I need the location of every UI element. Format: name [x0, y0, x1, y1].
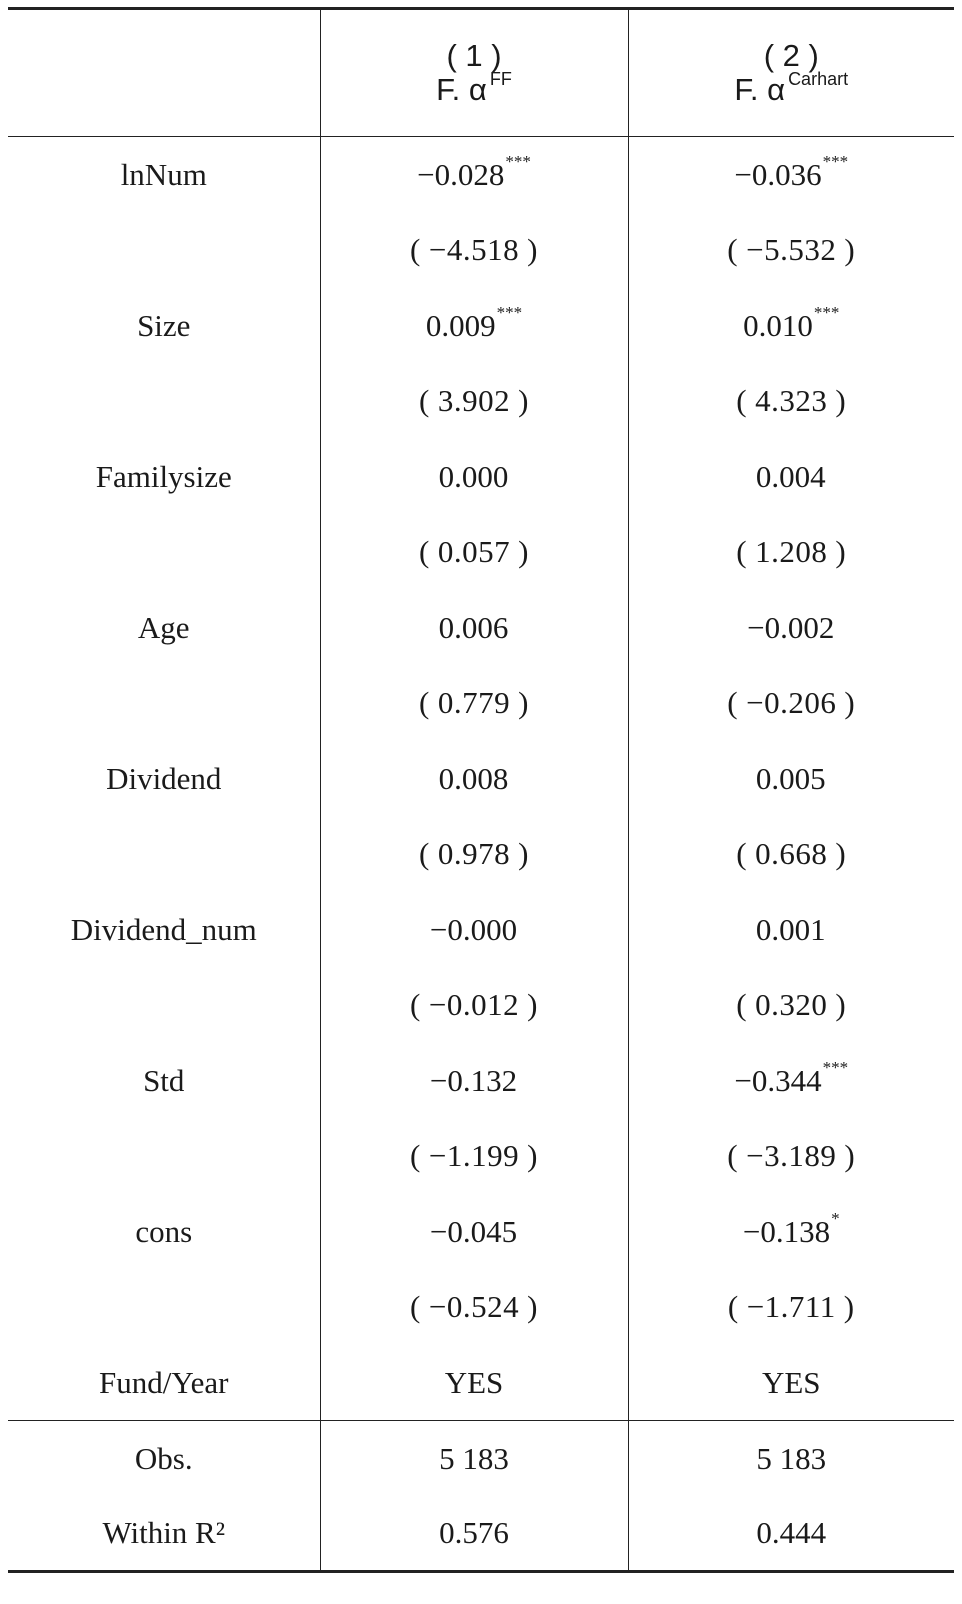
- tstat-col2: [628, 363, 954, 439]
- row-label: [8, 1420, 320, 1496]
- paren-open: (: [419, 685, 430, 721]
- row-label: [8, 741, 320, 817]
- paren-close: ): [527, 232, 538, 268]
- paren-close: ): [835, 534, 847, 570]
- tstat-col2: [628, 816, 954, 892]
- cell-value: 5 183: [439, 1440, 509, 1476]
- table-row-tstat: [8, 1269, 954, 1345]
- paren-close: ): [518, 534, 529, 570]
- row-label-empty: [8, 1269, 320, 1345]
- cell-value: 0.576: [439, 1515, 509, 1550]
- paren-close: ): [844, 685, 856, 721]
- cell-value: YES: [761, 1364, 821, 1400]
- coef-value: −0.036: [734, 157, 822, 192]
- tstat-value: 1.208: [755, 534, 828, 570]
- table-row-tstat: [8, 665, 954, 741]
- significance-stars: ***: [813, 302, 840, 322]
- row-label: [8, 1043, 320, 1119]
- paren-open: (: [736, 534, 748, 570]
- coef-col2: [628, 741, 954, 817]
- obs-row: [8, 1420, 954, 1496]
- coef-col2: [628, 288, 954, 364]
- row-label-empty: [8, 514, 320, 590]
- coef-col2: [628, 439, 954, 515]
- significance-stars: ***: [822, 1057, 849, 1077]
- table-row: [8, 439, 954, 515]
- tstat-value: 0.057: [437, 534, 511, 570]
- coef-value: 0.010: [743, 307, 813, 343]
- row-label-text: lnNum: [120, 157, 207, 192]
- row-label-text: Obs.: [134, 1440, 193, 1476]
- coef-col1: [320, 1194, 628, 1270]
- cell-value: 0.444: [756, 1515, 827, 1550]
- tstat-col2: [628, 1118, 954, 1194]
- table-row-tstat: [8, 967, 954, 1043]
- coef-value: −0.000: [429, 911, 518, 947]
- cell-value: 5 183: [756, 1440, 827, 1476]
- within-r2-row: [8, 1496, 954, 1572]
- row-label-empty: [8, 1118, 320, 1194]
- coef-value: 0.000: [438, 458, 509, 494]
- tstat-value: −0.012: [428, 987, 520, 1023]
- paren-close: ): [835, 383, 847, 419]
- coef-col2: [628, 892, 954, 968]
- tstat-col2: [628, 967, 954, 1043]
- header-col2: [628, 9, 954, 137]
- value-col2: [628, 1496, 954, 1572]
- significance-stars: ***: [505, 152, 531, 171]
- coef-col1: [320, 137, 628, 213]
- paren-open: (: [727, 1138, 739, 1174]
- row-label: [8, 288, 320, 364]
- paren-close: ): [527, 1138, 538, 1174]
- row-label: [8, 1194, 320, 1270]
- paren-open: (: [419, 383, 430, 419]
- tstat-value: 4.323: [755, 383, 828, 419]
- table-row-tstat: [8, 514, 954, 590]
- value-col1: [320, 1345, 628, 1421]
- coef-col2: [628, 1043, 954, 1119]
- table-row: [8, 590, 954, 666]
- paren-close: ): [844, 1138, 856, 1174]
- table-header-row: [8, 9, 954, 137]
- fund-year-row: [8, 1345, 954, 1421]
- paren-close: ): [527, 1289, 538, 1325]
- paren-close: ): [844, 232, 856, 268]
- tstat-value: 0.779: [437, 685, 511, 721]
- value-col1: [320, 1420, 628, 1496]
- row-label-empty: [8, 967, 320, 1043]
- coef-col2: [628, 590, 954, 666]
- coef-col2: [628, 1194, 954, 1270]
- tstat-value: −5.532: [746, 232, 837, 268]
- coef-col1: [320, 741, 628, 817]
- value-col2: [628, 1345, 954, 1421]
- table-row-tstat: [8, 212, 954, 288]
- row-label: [8, 137, 320, 213]
- paren-open: (: [727, 1289, 739, 1325]
- tstat-value: −0.206: [746, 685, 837, 721]
- coef-value: 0.008: [438, 760, 509, 796]
- table-row: [8, 137, 954, 213]
- row-label: [8, 590, 320, 666]
- row-label-empty: [8, 212, 320, 288]
- coef-col1: [320, 590, 628, 666]
- coef-value: −0.132: [429, 1062, 518, 1098]
- tstat-value: 3.902: [437, 383, 511, 419]
- coef-value: 0.001: [755, 911, 826, 947]
- row-label-empty: [8, 665, 320, 741]
- table-row: [8, 288, 954, 364]
- tstat-value: 0.320: [755, 987, 828, 1023]
- tstat-col2: [628, 665, 954, 741]
- paren-open: (: [736, 987, 748, 1023]
- col2-variable: F. α: [734, 72, 786, 107]
- coef-col1: [320, 288, 628, 364]
- paren-open: (: [419, 534, 430, 570]
- col1-superscript: FF: [489, 68, 512, 89]
- table-row: [8, 892, 954, 968]
- row-label: [8, 892, 320, 968]
- cell-value: YES: [444, 1364, 504, 1400]
- row-label-text: Dividend: [106, 760, 222, 796]
- row-label-text: Familysize: [95, 458, 232, 494]
- coef-value: 0.006: [438, 609, 509, 645]
- coef-col1: [320, 439, 628, 515]
- tstat-col1: [320, 514, 628, 590]
- tstat-value: −3.189: [746, 1138, 837, 1174]
- header-empty-cell: [8, 9, 320, 137]
- paren-open: (: [727, 685, 739, 721]
- value-col2: [628, 1420, 954, 1496]
- tstat-col2: [628, 212, 954, 288]
- paren-open: (: [410, 1138, 421, 1174]
- paren-open: (: [419, 836, 430, 872]
- coef-value: −0.045: [429, 1213, 518, 1249]
- paren-close: ): [518, 836, 529, 872]
- tstat-col1: [320, 363, 628, 439]
- row-label-text: Within R²: [102, 1515, 226, 1550]
- row-label: [8, 1496, 320, 1572]
- coef-value: 0.004: [755, 458, 826, 494]
- row-label-empty: [8, 816, 320, 892]
- coef-value: −0.028: [417, 157, 505, 192]
- paren-open: (: [727, 232, 739, 268]
- tstat-col1: [320, 816, 628, 892]
- tstat-col1: [320, 665, 628, 741]
- tstat-value: 0.668: [755, 836, 828, 872]
- tstat-col2: [628, 1269, 954, 1345]
- tstat-col1: [320, 1269, 628, 1345]
- tstat-col1: [320, 1118, 628, 1194]
- tstat-col2: [628, 514, 954, 590]
- tstat-value: 0.978: [437, 836, 511, 872]
- row-label-empty: [8, 363, 320, 439]
- tstat-value: −1.199: [428, 1138, 520, 1174]
- col2-superscript: Carhart: [788, 68, 849, 89]
- coef-col2: [628, 137, 954, 213]
- table-row: [8, 741, 954, 817]
- table-row-tstat: [8, 363, 954, 439]
- paren-close: ): [518, 685, 529, 721]
- regression-table: [8, 7, 954, 1573]
- significance-stars: *: [831, 1208, 840, 1228]
- paren-close: ): [527, 987, 538, 1023]
- row-label-text: Size: [137, 307, 191, 343]
- coef-value: 0.009: [425, 307, 496, 343]
- col1-number: ( 1 ): [446, 37, 502, 73]
- coef-value: −0.344: [734, 1062, 822, 1098]
- coef-value: 0.005: [755, 760, 826, 796]
- paren-open: (: [410, 1289, 421, 1325]
- row-label-text: Dividend_num: [70, 911, 257, 947]
- col2-number: ( 2 ): [763, 37, 819, 73]
- table-row: [8, 1043, 954, 1119]
- paren-open: (: [736, 836, 748, 872]
- tstat-value: −1.711: [746, 1289, 836, 1325]
- tstat-value: −4.518: [428, 232, 520, 268]
- tstat-value: −0.524: [428, 1289, 520, 1325]
- table-row-tstat: [8, 1118, 954, 1194]
- paren-open: (: [410, 232, 421, 268]
- row-label: [8, 1345, 320, 1421]
- row-label-text: Std: [143, 1062, 185, 1098]
- paren-close: ): [835, 836, 847, 872]
- paren-open: (: [410, 987, 421, 1023]
- tstat-col1: [320, 212, 628, 288]
- paren-open: (: [736, 383, 748, 419]
- coef-col1: [320, 1043, 628, 1119]
- coef-value: −0.138: [742, 1213, 831, 1249]
- col1-variable: F. α: [436, 72, 487, 107]
- table-row-tstat: [8, 816, 954, 892]
- significance-stars: ***: [822, 152, 849, 171]
- tstat-col1: [320, 967, 628, 1043]
- row-label: [8, 439, 320, 515]
- row-label-text: Age: [137, 609, 190, 645]
- paren-close: ): [835, 987, 847, 1023]
- paren-close: ): [843, 1289, 855, 1325]
- coef-col1: [320, 892, 628, 968]
- row-label-text: cons: [135, 1213, 193, 1249]
- table-row: [8, 1194, 954, 1270]
- header-col1: [320, 9, 628, 137]
- coef-value: −0.002: [747, 609, 835, 645]
- significance-stars: ***: [496, 302, 523, 322]
- paren-close: ): [518, 383, 529, 419]
- row-label-text: Fund/Year: [99, 1364, 229, 1400]
- value-col1: [320, 1496, 628, 1572]
